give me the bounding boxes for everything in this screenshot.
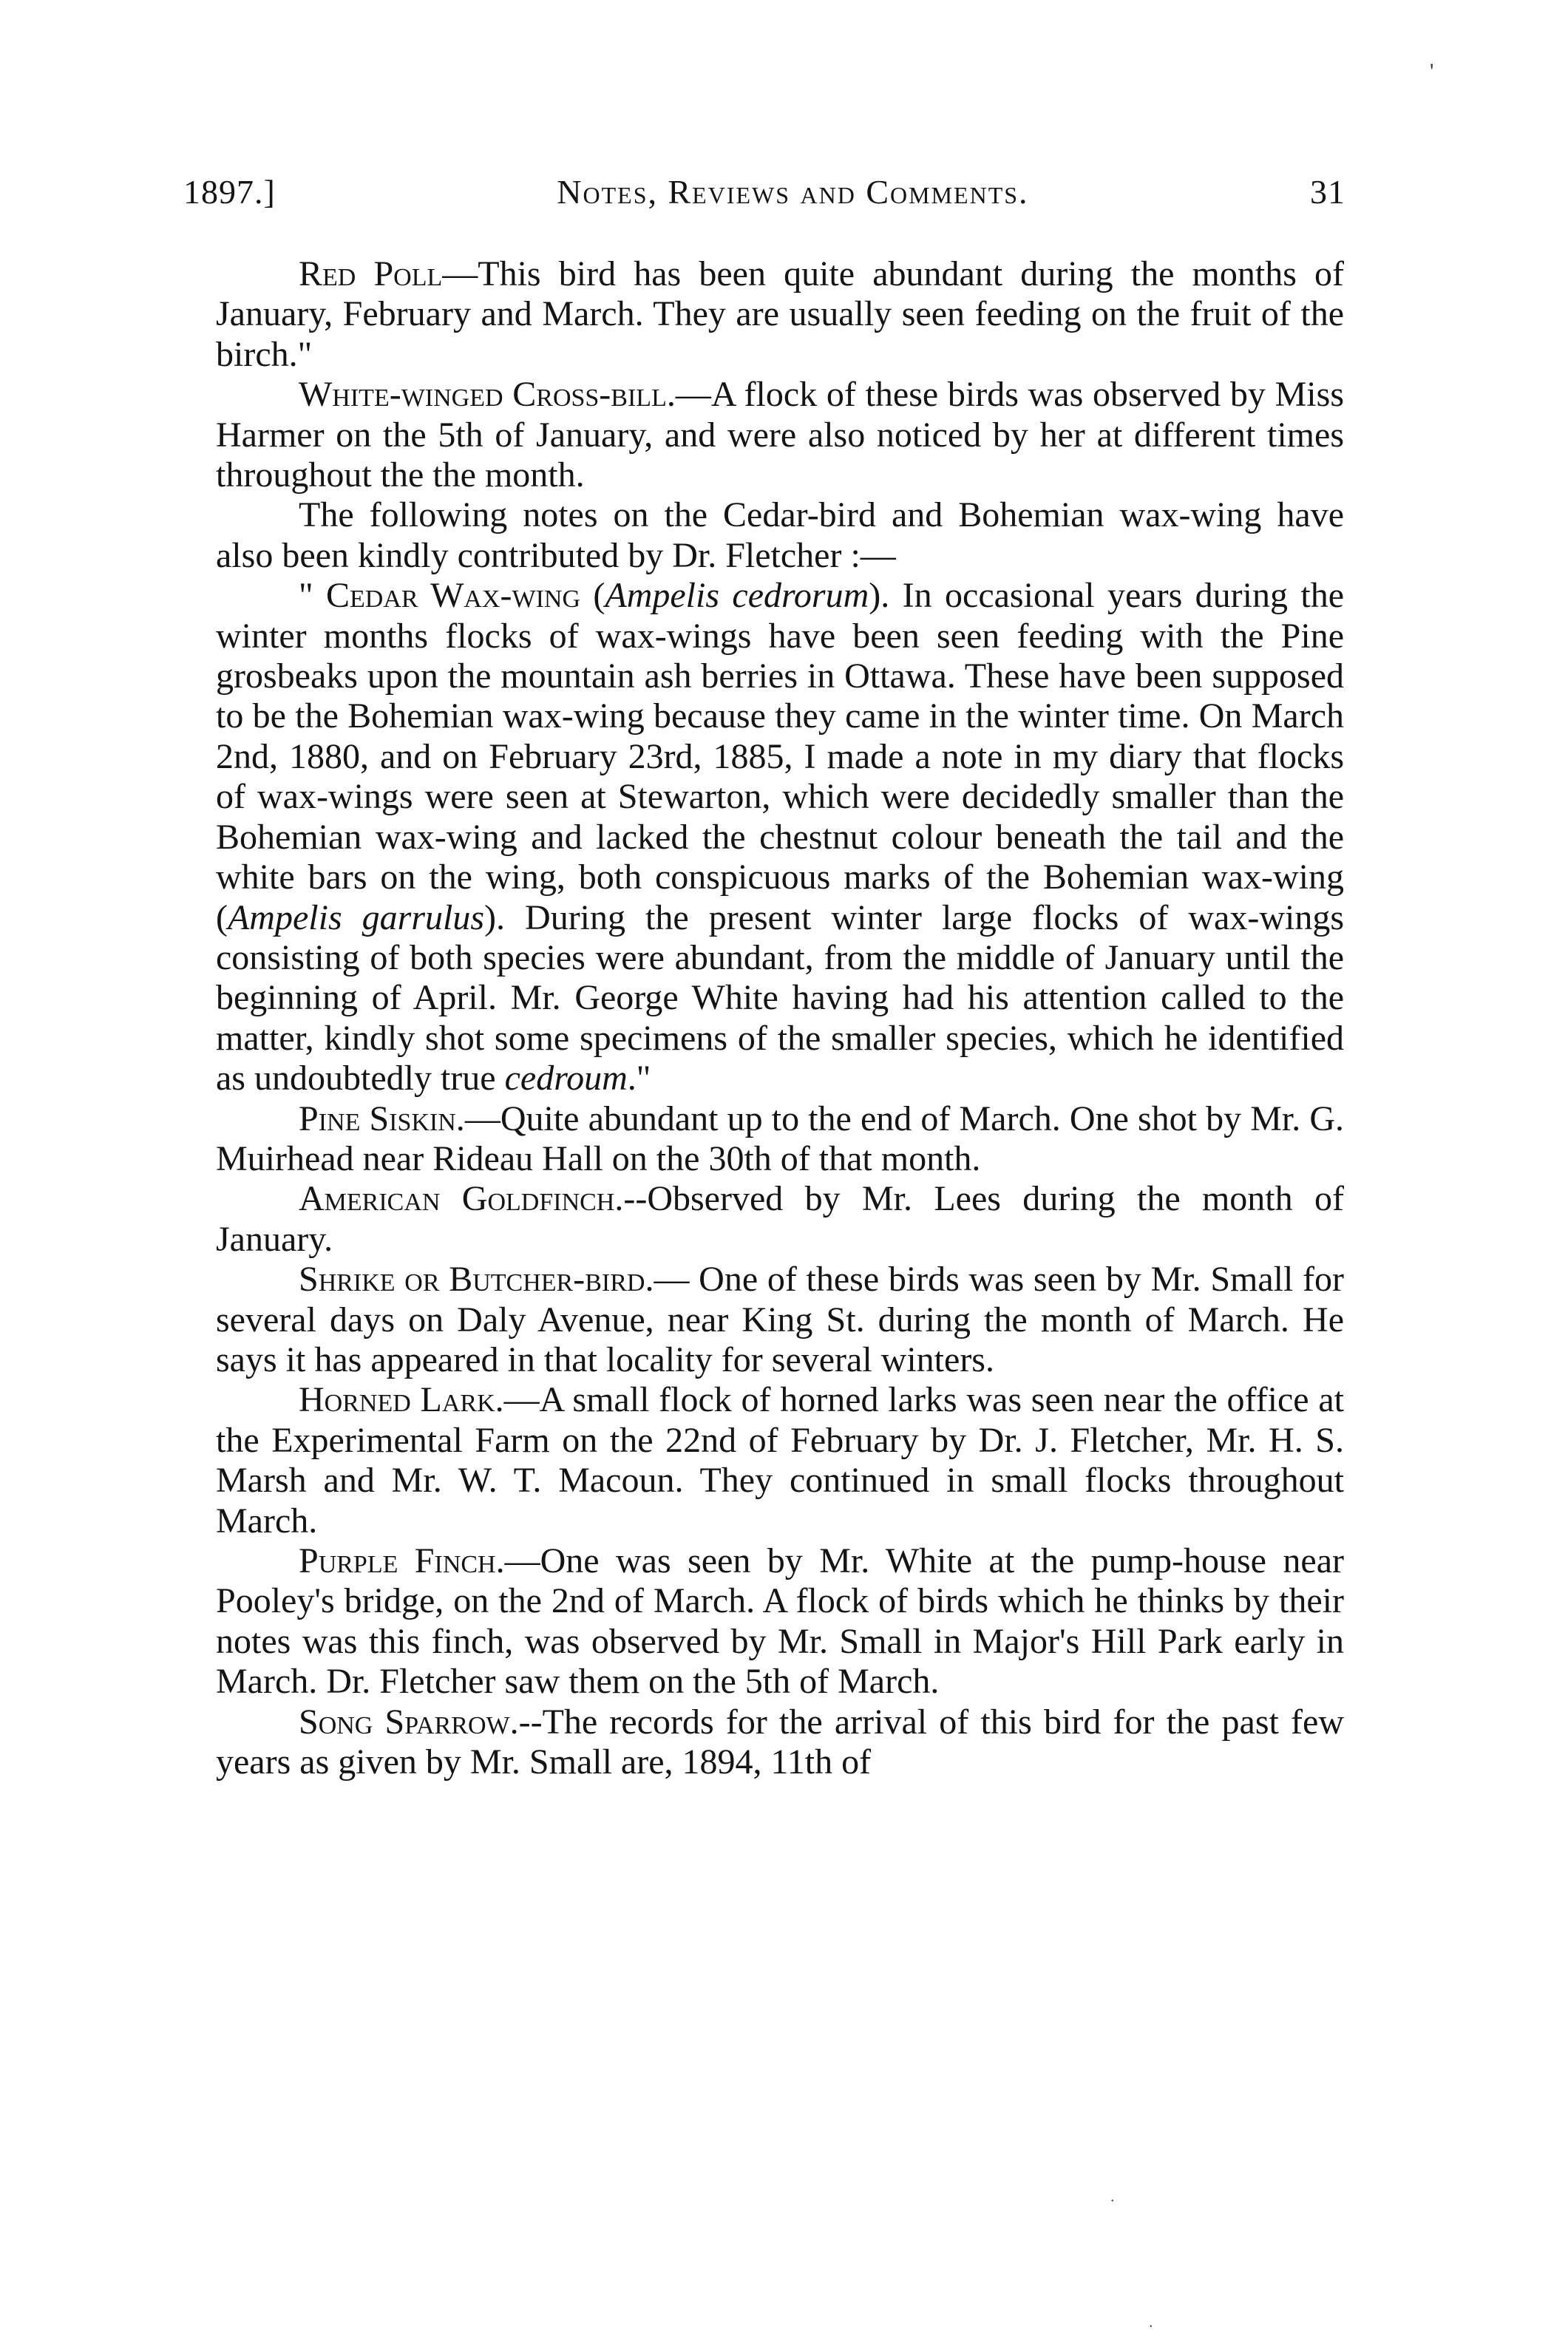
paragraph-text: —This bird has been quite abundant during the months of January, February and March. They are usually seen feeding on the fruit of the birch."	[216, 254, 1344, 374]
opening-quote: "	[299, 576, 326, 616]
paragraph-text: (	[580, 576, 605, 616]
header-title: Notes, Reviews and Comments.	[557, 173, 1029, 211]
paragraph-cedar-bird-intro	[216, 495, 1344, 576]
scientific-name: cedroum	[504, 1059, 628, 1098]
species-heading: American Goldfinch.	[299, 1179, 624, 1219]
species-heading: Purple Finch.	[299, 1541, 505, 1580]
paragraph-text: —A small flock of horned larks was seen near the office at the Experimental Farm on the 22nd of February by Dr. J. Fletcher, Mr. H. S. Marsh and Mr. W. T. Macoun. They continued in small flocks throughout March.	[216, 1380, 1344, 1541]
scientific-name: Ampelis garrulus	[227, 897, 485, 937]
scan-speck: '	[1430, 59, 1434, 84]
paragraph-text: —A flock of these birds was observed by Miss Harmer on the 5th of January, and were also noticed by her at different times throughout the the month.	[216, 375, 1345, 495]
paragraph-shrike	[216, 1260, 1344, 1380]
paragraph-cedar-wax-wing	[216, 576, 1344, 1098]
species-heading: Shrike or Butcher-bird.	[299, 1260, 654, 1300]
paragraph-white-winged-cross-bill	[216, 375, 1344, 495]
paragraph-text: The following notes on the Cedar-bird and Bohemian wax-wing have also been kindly contributed by Dr. Fletcher :—	[216, 495, 1344, 575]
species-heading: Song Sparrow.	[299, 1702, 519, 1742]
species-heading: Red Poll	[299, 254, 443, 293]
running-head	[183, 172, 1345, 213]
paragraph-text: — One of these birds was seen by Mr. Small for several days on Daly Avenue, near King St. during the month of March. He says it has appeared in that locality for several winters.	[216, 1260, 1344, 1379]
scientific-name: Ampelis cedrorum	[605, 576, 869, 616]
species-heading: White-winged Cross-bill.	[299, 375, 676, 415]
paragraph-text: --Observed by Mr. Lees during the month of January.	[216, 1179, 1344, 1259]
paragraph-text: —Quite abundant up to the end of March. One shot by Mr. G. Muirhead near Rideau Hall on the 30th of that month.	[216, 1098, 1344, 1178]
species-heading: Horned Lark.	[299, 1380, 504, 1420]
header-year: 1897.]	[183, 173, 276, 211]
paragraph-text: ). In occasional years during the winter months flocks of wax-wings have been seen feeding with the Pine grosbeaks upon the mountain ash berries in Ottawa. These have been supposed to be the Bohemian wax-wing because they came in the winter time. On March 2nd, 1880, and on February 23rd, 1885, I made a note in my diary that flocks of wax-wings were seen at Stewarton, which were decidedly smaller than the Bohemian wax-wing and lacked the chestnut colour beneath the tail and the white bars on the wing, both conspicuous marks of the Bohemian wax-wing (	[216, 576, 1344, 937]
paragraph-text: ). During the present winter large flocks of wax-wings consisting of both species were abundant, from the middle of January until the beginning of April. Mr. George White having had his attention called to the matter, kindly shot some specimens of the smaller species, which he identified as undoubtedly true	[216, 897, 1345, 1098]
paragraph-text: --The records for the arrival of this bird for the past few years as given by Mr. Small are, 1894, 11th of	[216, 1702, 1344, 1782]
paragraph-red-poll	[216, 254, 1344, 375]
species-heading: Cedar Wax-wing	[325, 576, 580, 616]
paragraph-pine-siskin	[216, 1099, 1344, 1180]
species-heading: Pine Siskin.	[299, 1098, 465, 1138]
paragraph-text: —One was seen by Mr. White at the pump-house near Pooley's bridge, on the 2nd of March. A flock of birds which he thinks by their notes was this finch, was observed by Mr. Small in Major's Hill Park early in March. Dr. Fletcher saw them on the 5th of March.	[216, 1541, 1344, 1702]
paragraph-purple-finch	[216, 1541, 1344, 1702]
scan-speck: .	[1149, 2312, 1153, 2331]
scan-speck: .	[1110, 2187, 1115, 2205]
paragraph-horned-lark	[216, 1380, 1344, 1541]
page-number: 31	[1310, 173, 1345, 211]
paragraph-song-sparrow	[216, 1702, 1344, 1783]
article-body	[216, 254, 1344, 1782]
paragraph-american-goldfinch	[216, 1179, 1344, 1260]
paragraph-text: ."	[627, 1059, 651, 1098]
